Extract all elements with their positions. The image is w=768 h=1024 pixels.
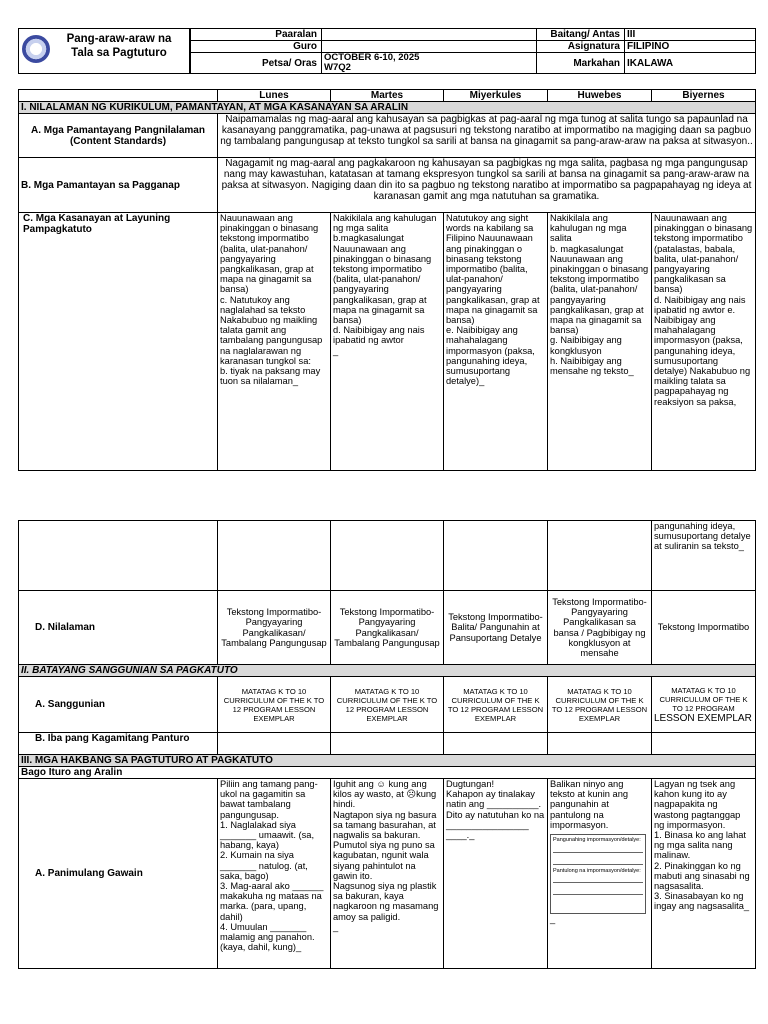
empty-cell — [548, 733, 652, 755]
competency-cell: Nauunawaan ang pinakinggan o binasang tekstong impormatibo (balita, ulat-panahon/ pangyayaring pangkalikasan, grap at mapa na ginagamit sa bansa) c. Natutukoy ang naglalahad sa teksto Nakabubuo ng maikling talata gamit ang tambalang pangungusap na naglalarawan ng karanasan tungkol sa: b. tiyak na paksang may tuon sa nilalaman_ — [218, 213, 331, 471]
card-label-support: Pantulong na impormasyon/detalye: — [553, 867, 641, 874]
card-line — [553, 874, 643, 883]
day-header: Huwebes — [548, 90, 652, 102]
document-title: Pang-araw-araw na Tala sa Pagtuturo — [66, 33, 172, 59]
empty-cell — [19, 521, 218, 591]
sanggunian-cell: MATATAG K TO 10 CURRICULUM OF THE K TO 12 PROGRAM LESSON EXEMPLAR — [331, 677, 444, 733]
content-standards-text: Naipamamalas ng mag-aaral ang kahusayan sa pagbigkas at pag-aaral ng mga tunog at salita tungo sa papaunlad na kasanayang panggramatika, pag-unawa at pagsusuri ng tekstong naratibo at impormatibo na magiging daan sa pagbuo ng tambalang pangungusap at teksto tungkol sa sarili at bansa na ginagamit sa pang-araw-araw na paksa at sitwasyon.. — [218, 114, 756, 158]
sanggunian-cell: MATATAG K TO 10 CURRICULUM OF THE K TO 12 PROGRAM LESSON EXEMPLAR — [444, 677, 548, 733]
empty-cell — [218, 521, 331, 591]
day-header: Lunes — [218, 90, 331, 102]
nilalaman-cell: Tekstong Impormatibo- Pangyayaring Pangkalikasan/ Tambalang Pangungusap — [218, 591, 331, 665]
nilalaman-cell: Tekstong Impormatibo-Balita/ Pangunahin at Pansuportang Detalye — [444, 591, 548, 665]
empty-cell — [548, 521, 652, 591]
asignatura-value: FILIPINO — [625, 41, 756, 53]
section-title: II. BATAYANG SANGGUNIAN SA PAGKATUTO — [19, 665, 756, 677]
sanggunian-cell-bottom: LESSON EXEMPLAR — [654, 712, 752, 724]
panimula-cell: Dugtungan! Kahapon ay tinalakay natin ang __________. Dito ay natutuhan ko na ________________ ____._ — [444, 779, 548, 969]
panimula-cell: Iguhit ang ☺ kung ang kilos ay wasto, at ☹kung hindi. Nagtapon siya ng basura sa tamang basurahan, at nagwalis sa bakuran. Pumutol siya ng puno sa kagubatan, ngunit wala siyang pahintulot na gawin ito. Nagsunog siya ng plastik sa bakuran, kaya nagkaroon ng masamang amoy sa paligid. _ — [331, 779, 444, 969]
competency-cell: Nakikilala ang kahulugan ng mga salita b. magkasalungat Nauunawaan ang pinakinggan o binasang tekstong impormatibo (balita, ulat-panahon/ pangyayaring pangkalikasan, grap at mapa na ginagamit sa bansa) g. Naibibigay ang kongklusyon h. Naibibigay ang mensahe ng teksto_ — [548, 213, 652, 471]
competency-continued: pangunahing ideya, sumusuportang detalye at suliranin sa teksto_ — [652, 521, 756, 591]
empty-cell — [218, 733, 331, 755]
petsa-value: OCTOBER 6-10, 2025 W7Q2 — [322, 53, 537, 74]
competency-cell: Nakikilala ang kahulugan ng mga salita b.magkasalungat Nauunawaan ang pinakinggan o binasang tekstong impormatibo (balita, ulat-panahon/ pangyayaring pangkalikasan, grap at mapa na ginagamit sa bansa) d. Naibibigay ang nais ipabatid ng awtor _ — [331, 213, 444, 471]
header-info-table — [190, 28, 756, 74]
empty-cell — [331, 733, 444, 755]
baitang-label: Baitang/ Antas — [537, 29, 625, 41]
petsa-label: Petsa/ Oras — [191, 53, 322, 74]
empty-cell — [652, 733, 756, 755]
performance-standards-label: B. Mga Pamantayan sa Pagganap — [19, 158, 218, 213]
markahan-label: Markahan — [537, 53, 625, 74]
panimula-cell — [548, 779, 652, 969]
nilalaman-cell: Tekstong Impormatibo- Pangyayaring Pangkalikasan/ Tambalang Pangungusap — [331, 591, 444, 665]
paaralan-label: Paaralan — [191, 29, 322, 41]
dll-table-part1 — [18, 89, 756, 471]
deped-seal-icon — [22, 35, 50, 63]
sanggunian-cell: MATATAG K TO 10 CURRICULUM OF THE K TO 12 PROGRAM LESSON EXEMPLAR — [218, 677, 331, 733]
sanggunian-cell-top: MATATAG K TO 10 CURRICULUM OF THE K TO 12 PROGRAM — [659, 685, 748, 713]
section-title: I. NILALAMAN NG KURIKULUM, PAMANTAYAN, AT MGA KASANAYAN SA ARALIN — [19, 102, 756, 114]
card-line — [553, 856, 643, 865]
card-label-main: Pangunahing impormasyon/detalye: — [553, 837, 641, 844]
paaralan-value — [322, 29, 537, 41]
nilalaman-cell: Tekstong Impormatibo — [652, 591, 756, 665]
nilalaman-cell: Tekstong Impormatibo- Pangyayaring Pangkalikasan sa bansa / Pagbibigay ng kongklusyon at mensahe — [548, 591, 652, 665]
competency-cell: Natutukoy ang sight words na kabilang sa Filipino Nauunawaan ang pinakinggan o binasang tekstong impormatibo (balita, ulat-panahon/ pangyayaring pangkalikasan, grap at mapa na ginagamit sa bansa) e. Naibibigay ang mahahalagang impormasyon (paksa, pangunahing ideya, sumusuportang detalye)_ — [444, 213, 548, 471]
day-header: Miyerkules — [444, 90, 548, 102]
panimula-cell: Piliin ang tamang pang-ukol na gagamitin sa bawat tambalang pangungusap. 1. Naglalakad siya _______ umaawit. (sa, habang, kaya) 2. Kumain na siya _______ natulog. (at, saka, bago) 3. Mag-aaral ako ______ makakuha ng mataas na marka. (para, upang, dahil) 4. Umuulan _______ malamig ang panahon. (kaya, dahil, kung)_ — [218, 779, 331, 969]
panimula-cell: Lagyan ng tsek ang kahon kung ito ay nagpapakita ng wastong pagtanggap ng impormasyon. 1. Binasa ko ang lahat ng mga salita nang malinaw. 2. Pinakinggan ko ng mabuti ang sinasabi ng nagsasalita. 3. Sinasabayan ko ng ingay ang nagsasalita_ — [652, 779, 756, 969]
guro-value — [322, 41, 537, 53]
sanggunian-cell — [652, 677, 756, 733]
sanggunian-label: A. Sanggunian — [19, 677, 218, 733]
panimula-label: A. Panimulang Gawain — [19, 779, 218, 969]
dll-table-part2 — [18, 520, 756, 969]
markahan-value: IKALAWA — [625, 53, 756, 74]
kagamitan-label: B. Iba pang Kagamitang Panturo — [19, 733, 218, 755]
empty-cell — [444, 521, 548, 591]
nilalaman-label: D. Nilalaman — [19, 591, 218, 665]
performance-standards-text: Nagagamit ng mag-aaral ang pagkakaroon ng kahusayan sa pagbigkas ng mga salita, pagbasa ng mga pangungusap nang may kawastuhan, katatasan at tamang ekspresyon tungkol sa sarili at bansa na ginagamit sa pang-araw-araw na paksa at sitwasyon. Nagiging daan din ito sa pagbuo ng tekstong naratibo at impormatibo sa pagpapahayag ng ideya at karanasan gamit ang mga natutuhan sa gramatika. — [218, 158, 756, 213]
baitang-value: III — [625, 29, 756, 41]
empty-cell — [444, 733, 548, 755]
day-header: Martes — [331, 90, 444, 102]
competencies-label: C. Mga Kasanayan at Layuning Pampagkatuto — [19, 213, 218, 471]
corner-cell — [19, 90, 218, 102]
card-tail: _ — [550, 914, 556, 925]
asignatura-label: Asignatura — [537, 41, 625, 53]
subsection-title: Bago Ituro ang Aralin — [19, 767, 756, 779]
day-header: Biyernes — [652, 90, 756, 102]
worksheet-card — [550, 834, 646, 914]
panimula-text: Balikan ninyo ang teksto at kunin ang pangunahin at pantulong na impormasyon. — [550, 779, 629, 830]
sanggunian-cell: MATATAG K TO 10 CURRICULUM OF THE K TO 12 PROGRAM LESSON EXEMPLAR — [548, 677, 652, 733]
guro-label: Guro — [191, 41, 322, 53]
card-line — [553, 886, 643, 895]
content-standards-label: A. Mga Pamantayang Pangnilalaman (Content Standards) — [19, 114, 218, 158]
card-line — [553, 844, 643, 853]
competency-cell: Nauunawaan ang pinakinggan o binasang tekstong impormatibo (patalastas, babala, balita, ulat-panahon/ pangyayaring pangkalikasan sa bansa) d. Naibibigay ang nais ipabatid ng awtor e. Naibibigay ang mahahalagang impormasyon (paksa, pangunahing ideya, sumusuportang detalye) Nakabubuo ng maikling talata sa pagpapahayag ng reaksiyon sa paksa, — [652, 213, 756, 471]
empty-cell — [331, 521, 444, 591]
section-title: III. MGA HAKBANG SA PAGTUTURO AT PAGKATUTO — [19, 755, 756, 767]
